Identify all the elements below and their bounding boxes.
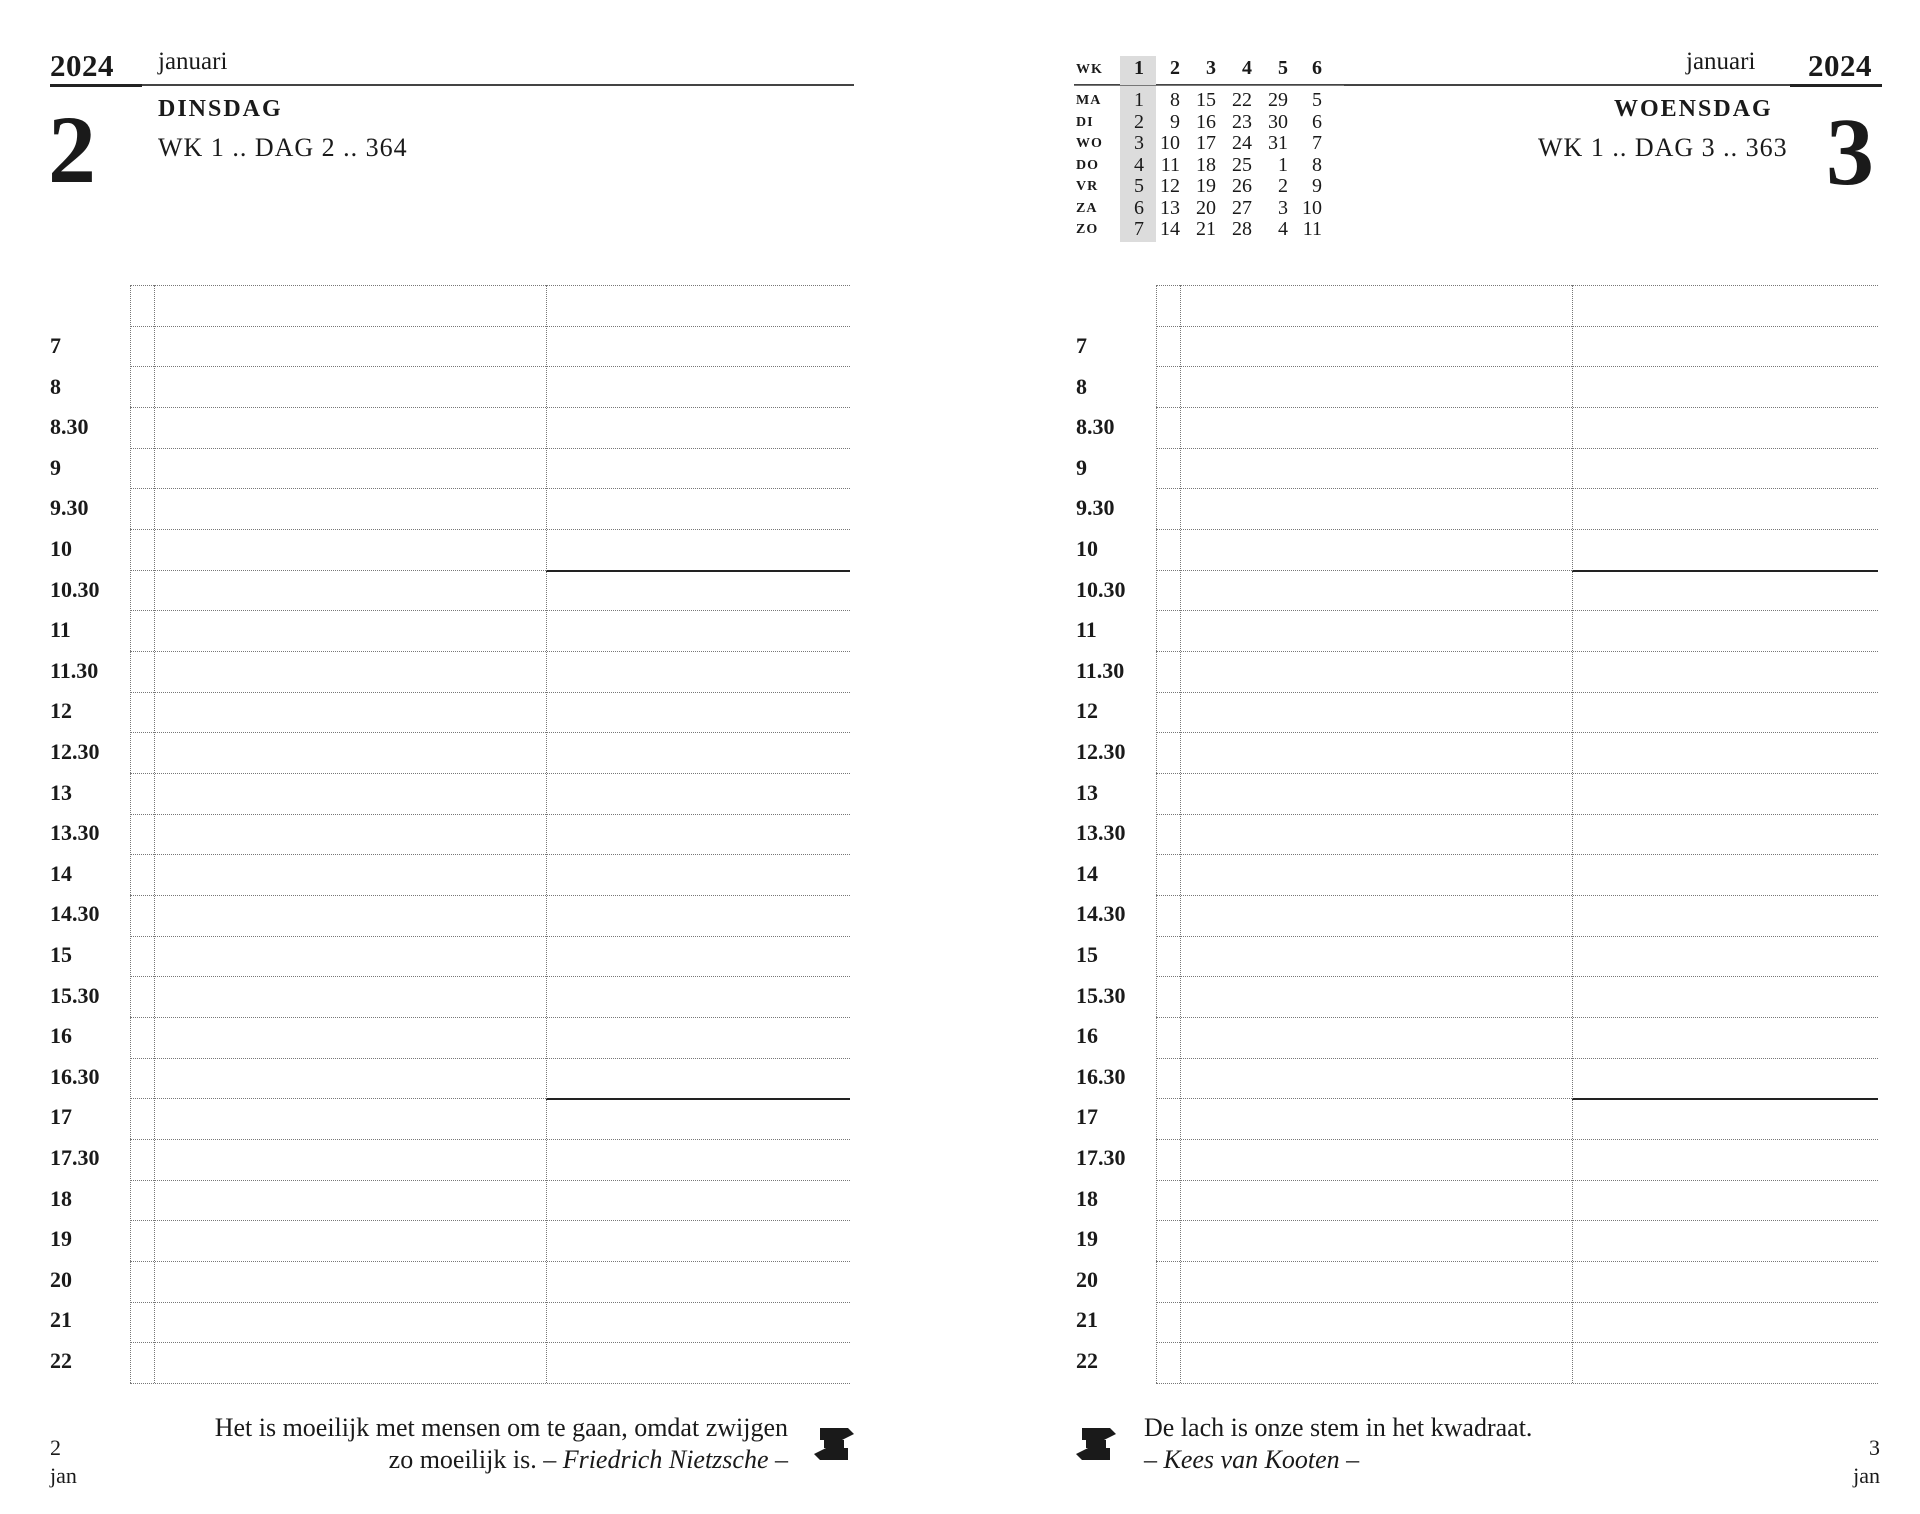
right-grid-row-line <box>1156 1058 1878 1059</box>
right-grid-column-line <box>1180 285 1181 1383</box>
mini-calendar-day-label: WO <box>1076 136 1103 151</box>
mini-calendar-date: 22 <box>1232 89 1252 111</box>
mini-calendar-day-label: ZA <box>1076 200 1098 216</box>
right-hour-label: 14 <box>1076 860 1098 886</box>
mini-calendar-date: 29 <box>1268 89 1288 111</box>
right-hour-label: 12.30 <box>1076 739 1126 764</box>
right-grid-row-line <box>1156 732 1878 733</box>
mini-calendar-week-number: 1 <box>1134 57 1144 79</box>
left-year: 2024 <box>50 48 114 83</box>
left-grid-row-line <box>130 1058 850 1059</box>
left-schedule-grid[interactable] <box>130 285 850 1383</box>
left-grid-row-line <box>130 1302 850 1303</box>
right-hour-label: 16.30 <box>1076 1063 1126 1089</box>
mini-calendar-date: 7 <box>1134 218 1144 240</box>
left-grid-row-line <box>130 1383 850 1384</box>
right-hour-label: 12 <box>1076 698 1098 724</box>
right-year: 2024 <box>1808 48 1872 83</box>
left-grid-row-line <box>130 651 850 652</box>
right-hour-label: 14.30 <box>1076 901 1126 927</box>
mini-calendar-date: 30 <box>1268 110 1288 133</box>
left-grid-column-line <box>130 285 131 1383</box>
mini-calendar-day-label: VR <box>1076 179 1099 194</box>
mini-calendar-day-label: MA <box>1076 93 1102 108</box>
mini-calendar-date: 18 <box>1196 153 1216 176</box>
left-hour-label: 17.30 <box>50 1145 100 1170</box>
mini-calendar-date: 10 <box>1160 132 1180 154</box>
right-grid-row-line <box>1156 488 1878 489</box>
right-hour-label: 11 <box>1076 617 1097 643</box>
right-grid-row-line <box>1156 936 1878 937</box>
right-grid-row-line <box>1156 1383 1878 1384</box>
mini-calendar-rule <box>1074 85 1344 86</box>
left-grid-row-line <box>130 936 850 937</box>
mini-calendar <box>1074 52 1344 242</box>
left-hour-label: 18 <box>50 1185 72 1211</box>
right-hour-label: 21 <box>1076 1307 1098 1333</box>
right-grid-row-line <box>1156 895 1878 896</box>
right-grid-emphasis-line <box>1572 1098 1878 1100</box>
mini-calendar-date: 6 <box>1134 196 1144 219</box>
left-hour-label: 14 <box>50 860 72 886</box>
right-hour-label: 10.30 <box>1076 576 1126 602</box>
mini-calendar-date: 8 <box>1312 153 1322 176</box>
left-grid-emphasis-line <box>546 1098 850 1100</box>
left-hour-label: 13.30 <box>50 820 100 846</box>
mini-calendar-date: 1 <box>1134 89 1144 111</box>
left-quote-author: – Friedrich Nietzsche – <box>543 1445 788 1474</box>
right-quote-author: – Kees van Kooten – <box>1144 1445 1360 1474</box>
left-hour-label: 11 <box>50 617 71 643</box>
mini-calendar-week-number: 4 <box>1242 57 1252 79</box>
left-grid-row-line <box>130 1220 850 1221</box>
right-hour-label: 13.30 <box>1076 820 1126 846</box>
mini-calendar-date: 4 <box>1278 218 1288 240</box>
left-year-underline <box>50 84 142 87</box>
right-schedule-grid[interactable] <box>1156 285 1878 1383</box>
mini-calendar-date: 21 <box>1196 218 1216 240</box>
left-grid-row-line <box>130 773 850 774</box>
right-grid-row-line <box>1156 1017 1878 1018</box>
right-month: januari <box>1686 48 1756 75</box>
right-hour-label: 17.30 <box>1076 1145 1126 1170</box>
left-hour-label: 7 <box>50 333 61 358</box>
mini-calendar-date: 14 <box>1160 218 1180 240</box>
right-grid-row-line <box>1156 854 1878 855</box>
mini-calendar-week-number: 2 <box>1170 57 1180 79</box>
mini-calendar-day-label: DI <box>1076 114 1094 130</box>
right-grid-row-line <box>1156 651 1878 652</box>
left-hour-label: 10 <box>50 536 72 561</box>
right-quote <box>1144 1412 1744 1476</box>
right-grid-row-line <box>1156 529 1878 530</box>
right-grid-row-line <box>1156 773 1878 774</box>
left-quote-line1: Het is moeilijk met mensen om te gaan, omdat zwijgen <box>214 1413 788 1442</box>
left-week-line: WK 1 .. DAG 2 .. 364 <box>158 133 408 162</box>
mini-calendar-date: 2 <box>1278 175 1288 197</box>
mini-calendar-date: 9 <box>1312 175 1322 197</box>
left-hour-label: 15 <box>50 942 72 967</box>
right-grid-column-line <box>1572 285 1573 1383</box>
left-hour-label: 9 <box>50 454 61 480</box>
right-footer <box>1840 1434 1880 1490</box>
right-grid-row-line <box>1156 1342 1878 1343</box>
left-grid-row-line <box>130 529 850 530</box>
left-day-number: 2 <box>48 96 96 203</box>
mini-calendar-date: 19 <box>1196 175 1216 197</box>
left-quote-line2: zo moeilijk is. <box>388 1445 537 1474</box>
mini-calendar-date: 10 <box>1302 196 1322 219</box>
left-grid-row-line <box>130 1342 850 1343</box>
mini-calendar-date: 16 <box>1196 110 1216 133</box>
mini-calendar-date: 8 <box>1170 89 1180 111</box>
right-grid-column-line <box>1156 285 1157 1383</box>
left-hour-label: 10.30 <box>50 576 100 602</box>
mini-calendar-date: 11 <box>1302 218 1322 240</box>
right-grid-row-line <box>1156 1302 1878 1303</box>
right-grid-row-line <box>1156 814 1878 815</box>
right-grid-row-line <box>1156 407 1878 408</box>
mini-calendar-date: 6 <box>1312 110 1322 133</box>
mini-calendar-day-label: DO <box>1076 157 1099 173</box>
left-hour-label: 22 <box>50 1348 72 1373</box>
right-grid-row-line <box>1156 1180 1878 1181</box>
left-hour-label: 21 <box>50 1307 72 1333</box>
left-hour-label: 16.30 <box>50 1063 100 1089</box>
mini-calendar-date: 7 <box>1312 132 1322 154</box>
left-hour-label: 20 <box>50 1266 72 1292</box>
right-hour-label: 17 <box>1076 1104 1098 1130</box>
right-hour-label: 13 <box>1076 779 1098 805</box>
right-hour-label: 15 <box>1076 942 1098 967</box>
right-hour-label: 19 <box>1076 1226 1098 1252</box>
right-grid-row-line <box>1156 366 1878 367</box>
left-grid-row-line <box>130 488 850 489</box>
left-grid-row-line <box>130 976 850 977</box>
left-hour-label: 12 <box>50 698 72 724</box>
left-grid-row-line <box>130 814 850 815</box>
right-grid-row-line <box>1156 1220 1878 1221</box>
right-grid-row-line <box>1156 285 1878 286</box>
mini-calendar-week-number: 5 <box>1278 57 1288 79</box>
right-grid-emphasis-line <box>1572 570 1878 572</box>
right-day-name: WOENSDAG <box>1614 96 1773 122</box>
right-hour-label: 8 <box>1076 373 1087 399</box>
left-grid-row-line <box>130 366 850 367</box>
right-grid-row-line <box>1156 610 1878 611</box>
left-day-name: DINSDAG <box>158 96 283 122</box>
mini-calendar-date: 1 <box>1278 153 1288 176</box>
mini-calendar-date: 23 <box>1232 110 1252 133</box>
left-hour-label: 17 <box>50 1104 72 1130</box>
left-grid-row-line <box>130 1017 850 1018</box>
left-hour-label: 16 <box>50 1023 72 1049</box>
left-month: januari <box>158 48 228 75</box>
left-grid-row-line <box>130 285 850 286</box>
left-grid-row-line <box>130 610 850 611</box>
right-hour-label: 15.30 <box>1076 982 1126 1008</box>
left-grid-row-line <box>130 692 850 693</box>
right-grid-row-line <box>1156 1261 1878 1262</box>
mini-calendar-date: 15 <box>1196 89 1216 111</box>
left-grid-row-line <box>130 407 850 408</box>
left-footer <box>50 1434 77 1490</box>
right-hour-label: 10 <box>1076 536 1098 561</box>
right-grid-row-line <box>1156 976 1878 977</box>
left-hour-label: 8.30 <box>50 414 89 440</box>
mini-calendar-day-label: ZO <box>1076 222 1099 237</box>
left-quote <box>158 1412 788 1476</box>
mini-calendar-date: 26 <box>1232 175 1252 197</box>
mini-calendar-date: 5 <box>1134 175 1144 197</box>
right-day-number: 3 <box>1826 98 1874 205</box>
left-grid-column-line <box>154 285 155 1383</box>
right-week-line: WK 1 .. DAG 3 .. 363 <box>1538 133 1788 162</box>
mini-calendar-date: 24 <box>1232 132 1252 154</box>
right-hour-label: 8.30 <box>1076 414 1115 440</box>
left-hour-label: 11.30 <box>50 657 99 683</box>
left-hour-label: 8 <box>50 373 61 399</box>
mini-calendar-date: 20 <box>1196 196 1216 219</box>
right-grid-row-line <box>1156 692 1878 693</box>
right-hour-label: 9 <box>1076 454 1087 480</box>
mini-calendar-date: 9 <box>1170 110 1180 133</box>
right-grid-row-line <box>1156 326 1878 327</box>
left-grid-row-line <box>130 1261 850 1262</box>
mini-calendar-date: 3 <box>1278 196 1288 219</box>
mini-calendar-date: 31 <box>1268 132 1288 154</box>
left-grid-row-line <box>130 895 850 896</box>
right-year-underline <box>1790 84 1882 87</box>
left-grid-emphasis-line <box>546 570 850 572</box>
right-grid-row-line <box>1156 1139 1878 1140</box>
brand-logo-icon <box>814 1424 854 1464</box>
mini-calendar-week-number: 6 <box>1312 57 1322 79</box>
mini-calendar-date: 28 <box>1232 218 1252 240</box>
left-hour-label: 9.30 <box>50 495 89 521</box>
right-hour-label: 11.30 <box>1076 657 1125 683</box>
right-hour-label: 22 <box>1076 1348 1098 1373</box>
left-grid-row-line <box>130 1180 850 1181</box>
right-hour-label: 16 <box>1076 1023 1098 1049</box>
right-hour-label: 9.30 <box>1076 495 1115 521</box>
left-footer-day: 2 <box>50 1435 61 1460</box>
right-quote-line1: De lach is onze stem in het kwadraat. <box>1144 1413 1533 1442</box>
mini-calendar-date: 12 <box>1160 175 1180 197</box>
brand-logo-icon <box>1076 1424 1116 1464</box>
mini-calendar-date: 25 <box>1232 153 1252 176</box>
left-grid-row-line <box>130 854 850 855</box>
left-grid-column-line <box>546 285 547 1383</box>
right-grid-row-line <box>1156 448 1878 449</box>
mini-calendar-date: 27 <box>1232 196 1252 219</box>
left-grid-row-line <box>130 326 850 327</box>
mini-calendar-date: 3 <box>1134 132 1144 154</box>
left-grid-row-line <box>130 1139 850 1140</box>
right-footer-day: 3 <box>1869 1435 1880 1460</box>
left-hour-label: 14.30 <box>50 901 100 927</box>
mini-calendar-date: 2 <box>1134 110 1144 133</box>
left-hour-label: 19 <box>50 1226 72 1252</box>
left-hour-label: 12.30 <box>50 739 100 764</box>
right-footer-month: jan <box>1853 1463 1880 1488</box>
left-header-rule <box>142 84 854 86</box>
left-footer-month: jan <box>50 1463 77 1488</box>
mini-calendar-date: 17 <box>1196 132 1216 154</box>
right-hour-label: 20 <box>1076 1266 1098 1292</box>
mini-calendar-date: 13 <box>1160 196 1180 219</box>
left-hour-label: 15.30 <box>50 982 100 1008</box>
left-hour-label: 13 <box>50 779 72 805</box>
right-hour-label: 18 <box>1076 1185 1098 1211</box>
right-hour-label: 7 <box>1076 333 1087 358</box>
mini-calendar-date: 5 <box>1312 89 1322 111</box>
mini-calendar-date: 4 <box>1134 153 1144 176</box>
mini-calendar-week-number: 3 <box>1206 57 1216 79</box>
left-grid-row-line <box>130 732 850 733</box>
left-grid-row-line <box>130 448 850 449</box>
mini-calendar-date: 11 <box>1160 153 1180 176</box>
mini-calendar-week-label: WK <box>1076 62 1103 77</box>
